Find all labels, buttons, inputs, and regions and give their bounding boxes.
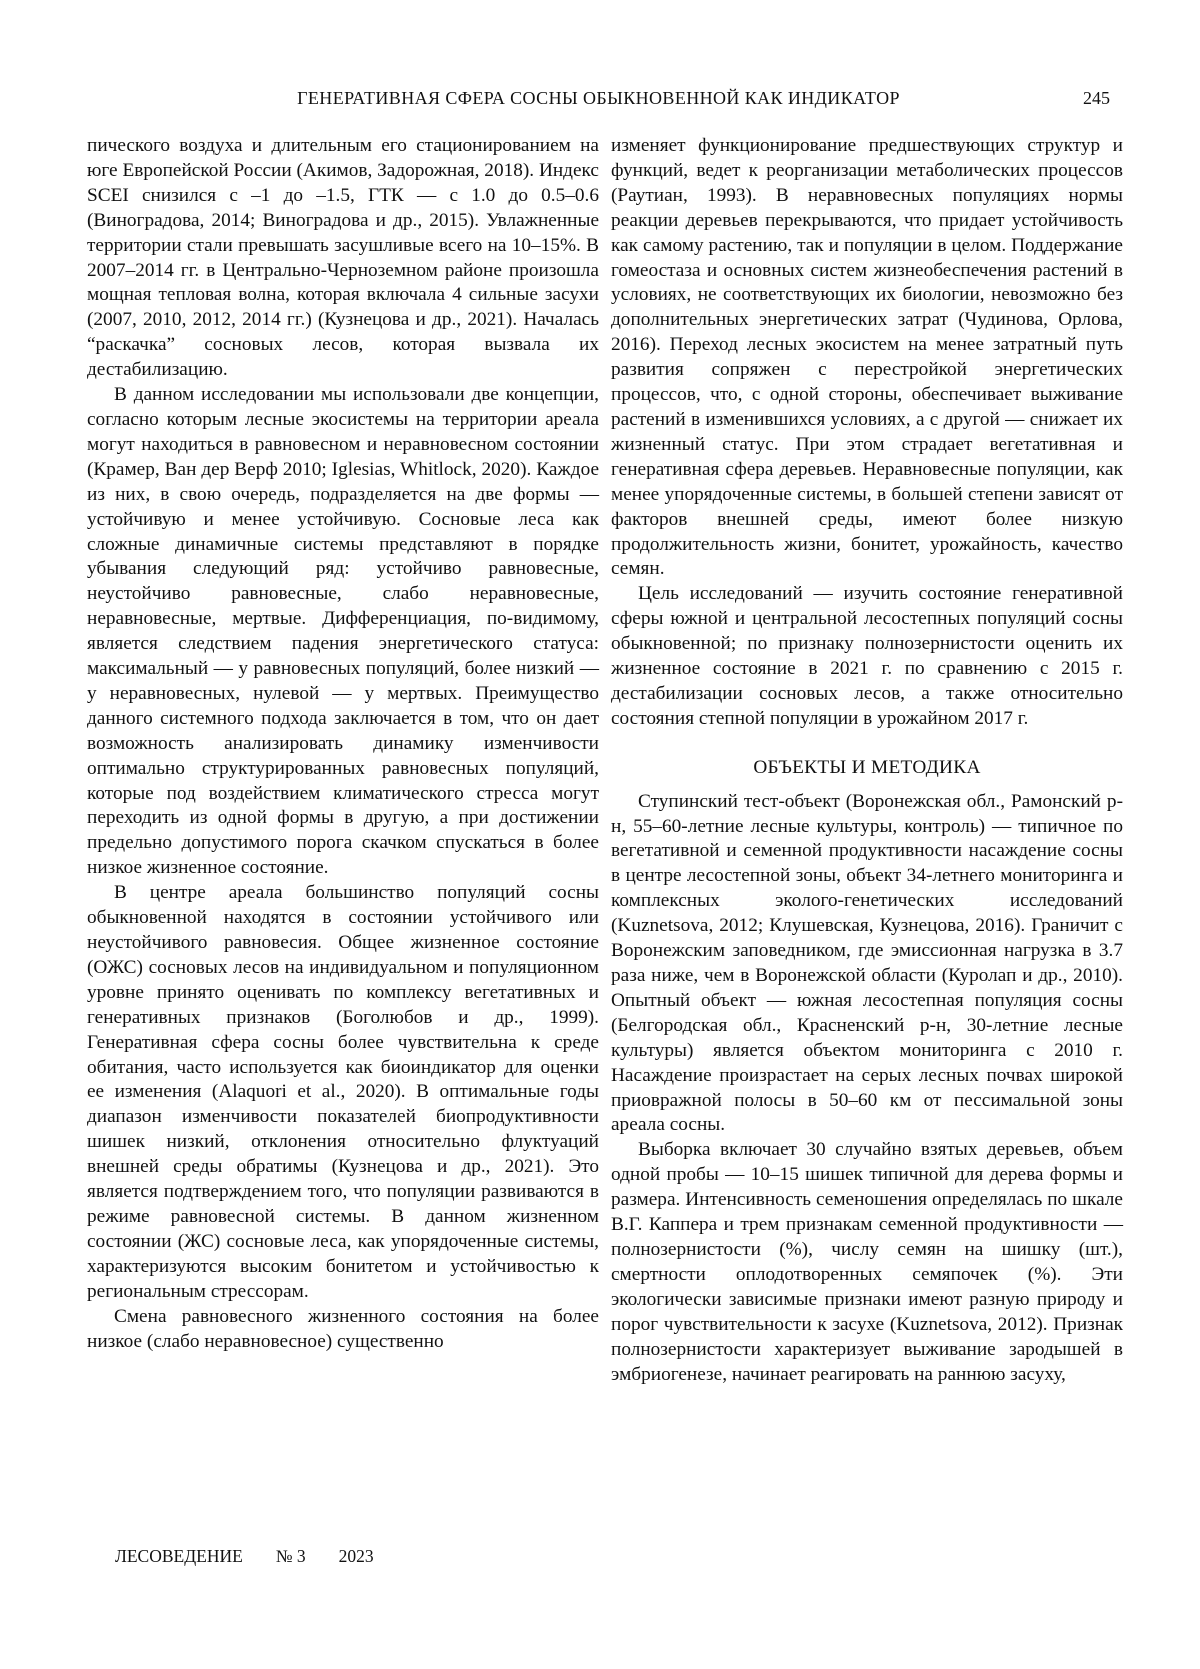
footer-journal-name: ЛЕСОВЕДЕНИЕ: [115, 1546, 243, 1566]
right-column: [611, 134, 1123, 1387]
paragraph: Цель исследований — изучить состояние генеративной сферы южной и центральной лесостепных популяций сосны обыкновенной; по признаку полнозернистости оценить их жизненное состояние в 2021 г. по сравнению с 2015 г. дестабилизации сосновых лесов, а также относительно состояния степной популяции в урожайном 2017 г.: [611, 583, 1123, 729]
footer-year: 2023: [338, 1546, 374, 1566]
paragraph: Смена равновесного жизненного состояния на более низкое (слабо неравновесное) существенно: [87, 1305, 599, 1352]
section-heading-methods: ОБЪЕКТЫ И МЕТОДИКА: [753, 756, 981, 778]
running-head: [87, 88, 1110, 114]
paragraph: изменяет функционирование предшествующих структур и функций, ведет к реорганизации метаболических процессов (Раутиан, 1993). В неравновесных популяциях нормы реакции деревьев перекрываются, что придает устойчивость как самому растению, так и популяции в целом. Поддержание гомеостаза и основных систем жизнеобеспечения растений в условиях, не соответствующих их биологии, невозможно без дополнительных энергетических затрат (Чудинова, Орлова, 2016). Переход лесных экосистем на менее затратный путь развития сопряжен с перестройкой энергетических процессов, что, с одной стороны, обеспечивает выживание растений в изменившихся условиях, а с другой — снижает их жизненный статус. При этом страдает вегетативная и генеративная сфера деревьев. Неравновесные популяции, как менее упорядоченные системы, в большей степени зависят от факторов внешней среды, имеют более низкую продолжительность жизни, бонитет, урожайность, качество семян.: [611, 135, 1123, 580]
paragraph: В данном исследовании мы использовали две концепции, согласно которым лесные экосистемы на территории ареала могут находиться в равновесном и неравновесном состоянии (Крамер, Ван дер Верф 2010; Iglesias, Whitlock, 2020). Каждое из них, в свою очередь, подразделяется на две формы — устойчивую и менее устойчивую. Сосновые леса как сложные динамичные системы представляют в порядке убывания следующий ряд: устойчиво равновесные, неустойчиво равновесные, слабо неравновесные, неравновесные, мертвые. Дифференциация, по-видимому, является следствием падения энергетического статуса: максимальный — у равновесных популяций, более низкий — у неравновесных, нулевой — у мертвых. Преимущество данного системного подхода заключается в том, что он дает возможность анализировать динамику изменчивости оптимально структурированных равновесных популяций, которые под воздействием климатического стресса могут переходить из одной формы в другую, а при достижении предельно допустимого порога скачком спускаться в более низкое жизненное состояние.: [87, 384, 599, 879]
paragraph: Выборка включает 30 случайно взятых деревьев, объем одной пробы — 10–15 шишек типичной для дерева формы и размера. Интенсивность семеношения определялась по шкале В.Г. Каппера и трем признакам семенной продуктивности — полнозернистости (%), числу семян на шишку (шт.), смертности оплодотворенных семяпочек (%). Эти экологически зависимые признаки имеют разную природу и порог чувствительности к засухе (Kuznetsova, 2012). Признак полнозернистости характеризует выживание зародышей в эмбриогенезе, начинает реагировать на раннюю засуху,: [611, 1139, 1123, 1385]
footer-issue: № 3: [275, 1546, 306, 1566]
left-column: [87, 134, 599, 1354]
page-number: 245: [1083, 88, 1110, 108]
paragraph: пического воздуха и длительным его стационированием на юге Европейской России (Акимов, Задорожная, 2018). Индекс SCEI снизился с –1 до –1.5, ГТК — с 1.0 до 0.5–0.6 (Виноградова, 2014; Виноградова и др., 2015). Увлажненные территории стали превышать засушливые всего на 10–15%. В 2007–2014 гг. в Центрально-Черноземном районе произошла мощная тепловая волна, которая включала 4 сильные засухи (2007, 2010, 2012, 2014 гг.) (Кузнецова и др., 2021). Началась “раскачка” сосновых лесов, которая вызвала их дестабилизацию.: [87, 135, 599, 381]
running-head-title: ГЕНЕРАТИВНАЯ СФЕРА СОСНЫ ОБЫКНОВЕННОЙ КАК ИНДИКАТОР: [297, 88, 900, 108]
page-footer: [115, 1546, 374, 1567]
paragraph: В центре ареала большинство популяций сосны обыкновенной находятся в состоянии устойчивого или неустойчивого равновесия. Общее жизненное состояние (ОЖС) сосновых лесов на индивидуальном и популяционном уровне принято оценивать по комплексу вегетативных и генеративных признаков (Боголюбов и др., 1999). Генеративная сфера сосны более чувствительна к среде обитания, часто используется как биоиндикатор для оценки ее изменения (Alaquori et al., 2020). В оптимальные годы диапазон изменчивости показателей биопродуктивности шишек низкий, отклонения относительно флуктуаций внешней среды обратимы (Кузнецова и др., 2021). Это является подтверждением того, что популяции развиваются в режиме равновесной системы. В данном жизненном состоянии (ЖС) сосновые леса, как упорядоченные системы, характеризуются высоким бонитетом и устойчивостью к региональным стрессорам.: [87, 882, 599, 1302]
paragraph: Ступинский тест-объект (Воронежская обл., Рамонский р-н, 55–60-летние лесные культуры, контроль) — типичное по вегетативной и семенной продуктивности насаждение сосны в центре лесостепной зоны, объект 34-летнего мониторинга и комплексных эколого-генетических исследований (Kuznetsova, 2012; Клушевская, Кузнецова, 2016). Граничит с Воронежским заповедником, где эмиссионная нагрузка в 3.7 раза ниже, чем в Воронежской области (Куролап и др., 2010). Опытный объект — южная лесостепная популяция сосны (Белгородская обл., Красненский р-н, 30-летние лесные культуры) является объектом мониторинга с 2010 г. Насаждение произрастает на серых лесных почвах широкой приовражной полосы в 50–60 км от пессимальной зоны ареала сосны.: [611, 790, 1123, 1136]
